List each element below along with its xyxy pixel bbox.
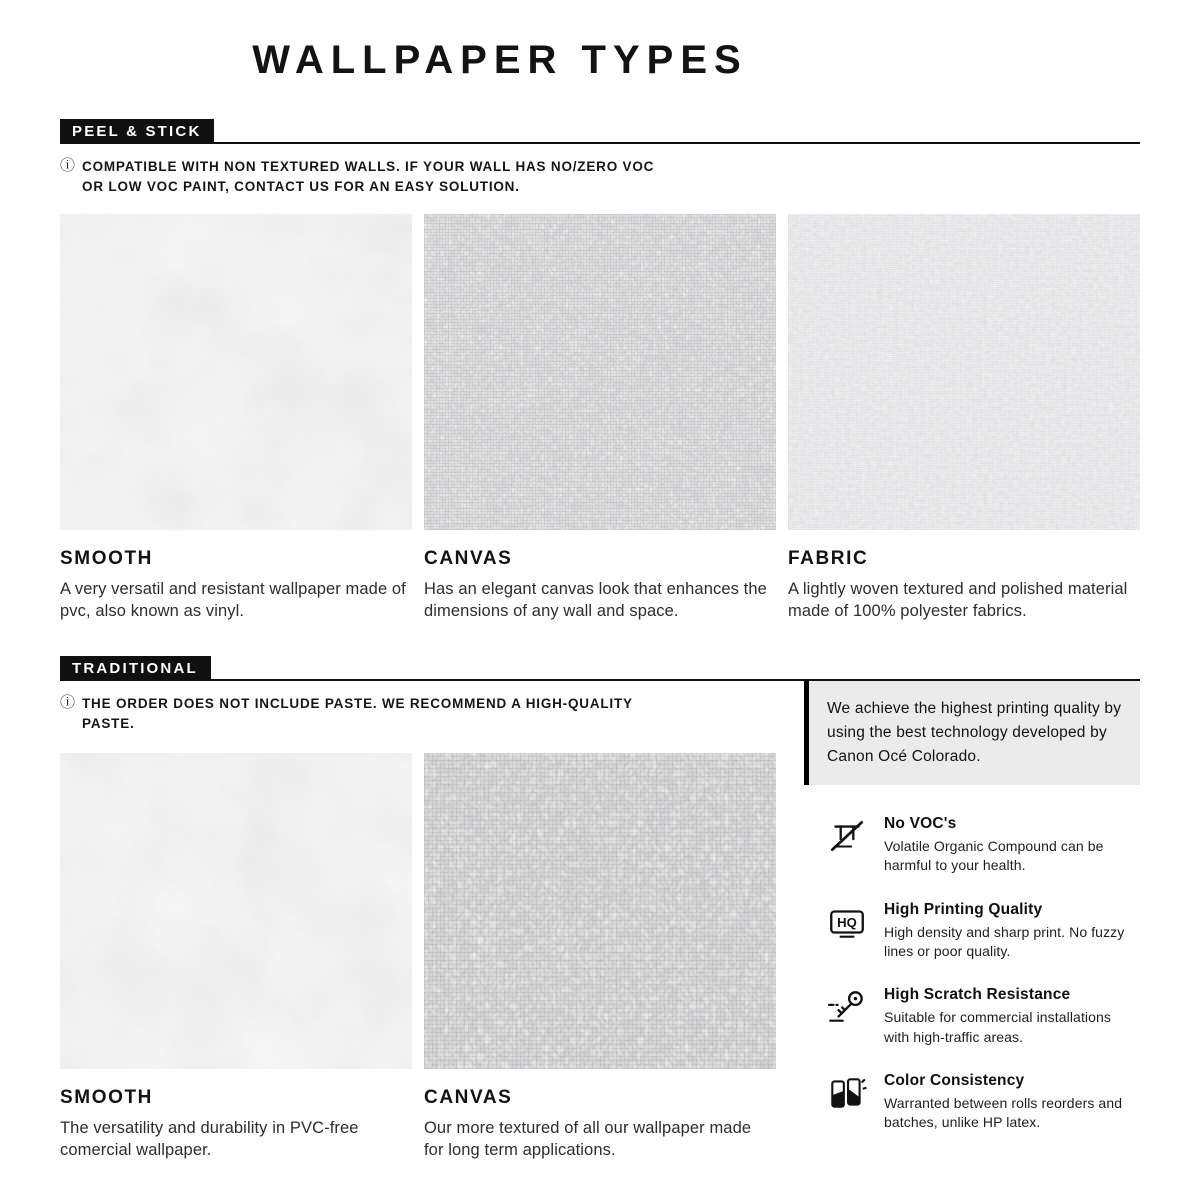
- swatch-description: Has an elegant canvas look that enhances the dimensions of any wall and space.: [424, 579, 767, 620]
- swatch-image-smooth: [60, 214, 412, 530]
- section-header-traditional: [60, 656, 1140, 681]
- feature-text: [884, 1072, 1136, 1133]
- swatch-name: CANVAS: [424, 547, 513, 569]
- swatch-caption: [424, 1087, 776, 1162]
- hq-icon-label: HQ: [837, 914, 857, 930]
- peel-and-stick-swatch-grid: [60, 214, 1140, 623]
- info-icon: ⓘ: [60, 157, 76, 174]
- swatch-description: A lightly woven textured and polished material made of 100% polyester fabrics.: [788, 579, 1128, 620]
- section-peel-and-stick: [60, 119, 1140, 622]
- swatch-caption: [60, 548, 412, 623]
- scratch-resistance-icon: [826, 986, 868, 1028]
- hq-icon: [826, 901, 868, 943]
- page-title: WALLPAPER TYPES: [252, 38, 748, 82]
- swatch-name: SMOOTH: [60, 547, 153, 569]
- feature-text: [884, 986, 1136, 1047]
- feature-high-scratch-resistance: [826, 986, 1140, 1047]
- swatch-smooth: [60, 214, 412, 623]
- feature-high-printing-quality: [826, 901, 1140, 962]
- swatch-name: CANVAS: [424, 1086, 513, 1108]
- swatch-image-fabric: [788, 214, 1140, 530]
- swatch-caption: [60, 1087, 412, 1162]
- swatch-image-smooth: [60, 753, 412, 1069]
- feature-title: High Scratch Resistance: [884, 986, 1071, 1004]
- section-rule: [214, 142, 1140, 144]
- no-voc-icon: [826, 815, 868, 857]
- canvas-weave-overlay: [424, 753, 776, 1069]
- swatch-smooth: [60, 753, 412, 1162]
- swatch-caption: [788, 548, 1140, 623]
- swatch-image-canvas: [424, 753, 776, 1069]
- note-text: THE ORDER DOES NOT INCLUDE PASTE. WE RECOMMEND A HIGH-QUALITY PASTE.: [82, 696, 633, 732]
- traditional-swatch-grid: [60, 753, 776, 1162]
- feature-text: [884, 901, 1136, 962]
- feature-description: High density and sharp print. No fuzzy lines or poor quality.: [884, 923, 1125, 960]
- quote-text: We achieve the highest printing quality by using the best technology developed by Canon Océ Colorado.: [827, 700, 1122, 766]
- quote-box: [804, 681, 1140, 785]
- swatch-canvas: [424, 753, 776, 1162]
- swatch-description: A very versatil and resistant wallpaper made of pvc, also known as vinyl.: [60, 579, 406, 620]
- swatch-name: FABRIC: [788, 547, 869, 569]
- feature-description: Volatile Organic Compound can be harmful to your health.: [884, 838, 1104, 874]
- swatch-fabric: [788, 214, 1140, 623]
- peel-and-stick-note: [60, 157, 1140, 198]
- swatch-image-canvas: [424, 214, 776, 530]
- color-consistency-icon: [826, 1072, 868, 1114]
- canvas-weave-overlay: [424, 214, 776, 530]
- swatch-canvas: [424, 214, 776, 623]
- feature-color-consistency: [826, 1072, 1140, 1133]
- feature-description: Warranted between rolls reorders and batches, unlike HP latex.: [884, 1094, 1123, 1131]
- swatch-name: SMOOTH: [60, 1086, 153, 1108]
- section-header-peel-and-stick: [60, 119, 1140, 144]
- section-badge-traditional: TRADITIONAL: [60, 656, 211, 681]
- traditional-body: [60, 681, 1140, 1161]
- feature-title: High Printing Quality: [884, 900, 1043, 918]
- swatch-caption: [424, 548, 776, 623]
- traditional-left-column: [60, 681, 776, 1161]
- section-badge-peel-and-stick: PEEL & STICK: [60, 119, 214, 144]
- feature-description: Suitable for commercial installations with high-traffic areas.: [884, 1009, 1112, 1045]
- feature-title: Color Consistency: [884, 1071, 1025, 1089]
- traditional-note: [60, 694, 776, 735]
- swatch-description: The versatility and durability in PVC-free comercial wallpaper.: [60, 1118, 359, 1159]
- quality-panel: [804, 681, 1140, 1158]
- features-list: [804, 815, 1140, 1133]
- fabric-weave-overlay: [788, 214, 1140, 530]
- swatch-description: Our more textured of all our wallpaper made for long term applications.: [424, 1118, 752, 1159]
- title-wrap: [60, 38, 940, 83]
- feature-title: No VOC's: [884, 815, 957, 833]
- note-text: COMPATIBLE WITH NON TEXTURED WALLS. IF YOUR WALL HAS NO/ZERO VOC OR LOW VOC PAINT, CONTACT US FOR AN EASY SOLUTION.: [82, 159, 655, 195]
- feature-no-vocs: [826, 815, 1140, 876]
- feature-text: [884, 815, 1136, 876]
- section-traditional: [60, 656, 1140, 1161]
- info-icon: ⓘ: [60, 694, 76, 712]
